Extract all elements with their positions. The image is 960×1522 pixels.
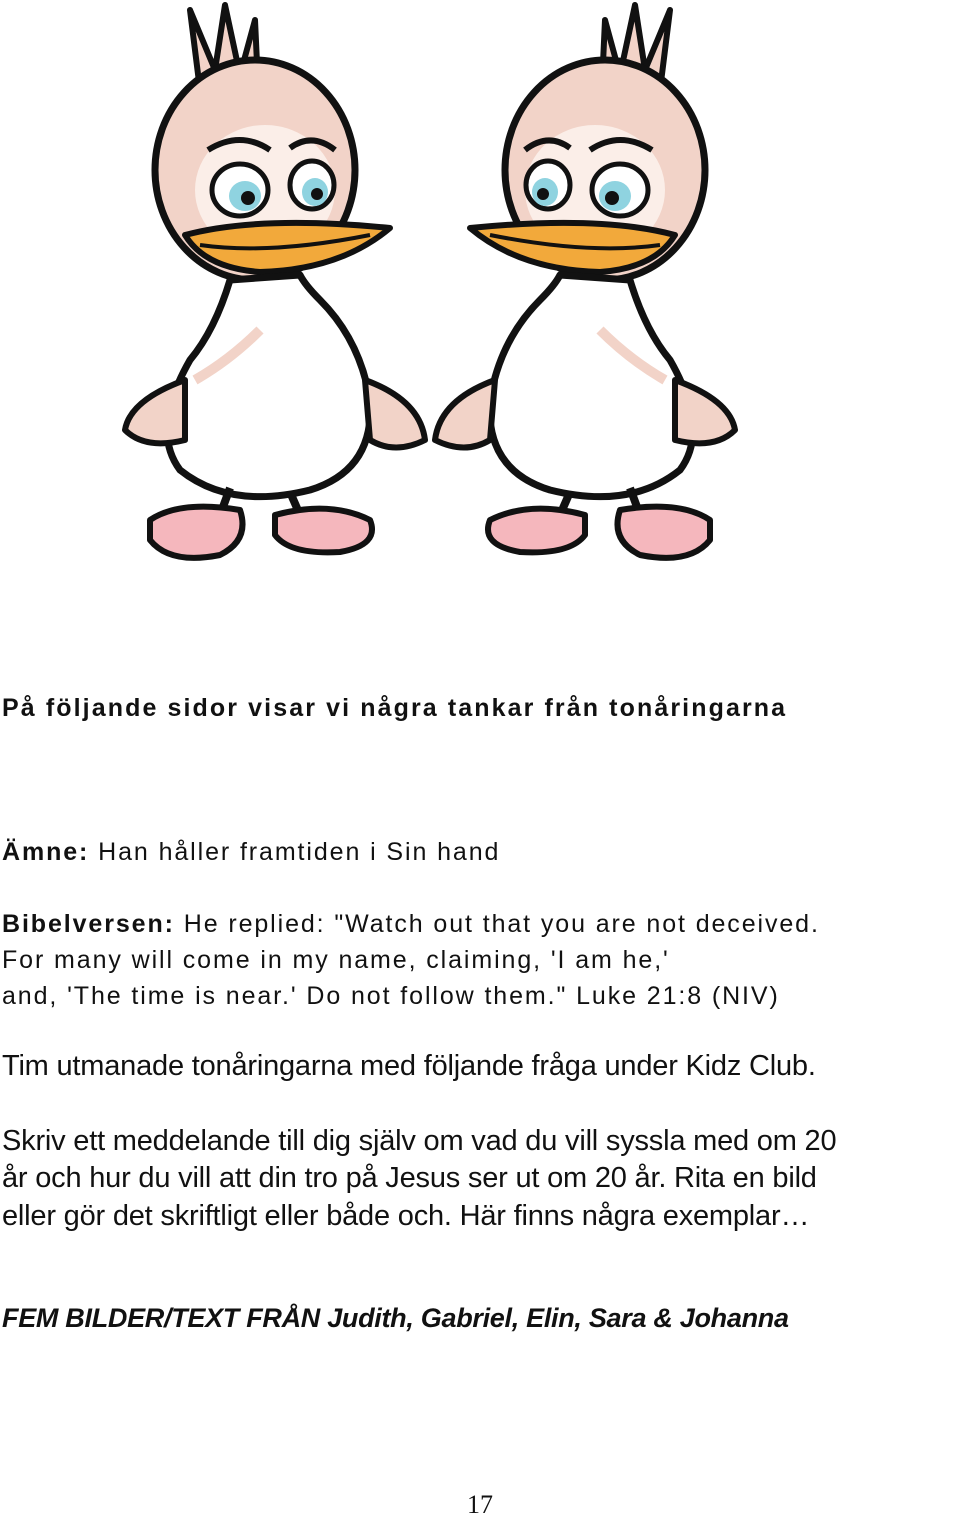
topic-line — [2, 838, 500, 867]
intro-heading: På följande sidor visar vi några tankar från tonåringarna — [2, 694, 788, 722]
duck-left — [125, 5, 425, 558]
prompt-line-3: eller gör det skriftligt eller både och. Här finns några exemplar… — [2, 1200, 810, 1232]
duck-illustrations — [70, 0, 790, 580]
prompt-line-2: år och hur du vill att din tro på Jesus ser ut om 20 år. Rita en bild — [2, 1162, 817, 1194]
page-number: 17 — [467, 1490, 493, 1519]
bible-verse-text-1: He replied: "Watch out that you are not deceived. — [183, 910, 820, 938]
credits-line: FEM BILDER/TEXT FRÅN Judith, Gabriel, Elin, Sara & Johanna — [2, 1303, 789, 1333]
intro-paragraph: Tim utmanade tonåringarna med följande fråga under Kidz Club. — [2, 1050, 816, 1082]
bible-verse-line-1 — [2, 910, 820, 939]
bible-verse-line-3: and, 'The time is near.' Do not follow them." Luke 21:8 (NIV) — [2, 982, 780, 1010]
prompt-line-1: Skriv ett meddelande till dig själv om vad du vill syssla med om 20 — [2, 1125, 837, 1157]
topic-text: Han håller framtiden i Sin hand — [98, 838, 501, 866]
topic-label: Ämne: — [2, 838, 90, 866]
bible-verse-line-2: For many will come in my name, claiming, 'I am he,' — [2, 946, 670, 974]
bible-verse-label: Bibelversen: — [2, 910, 175, 938]
duck-right — [435, 5, 735, 558]
